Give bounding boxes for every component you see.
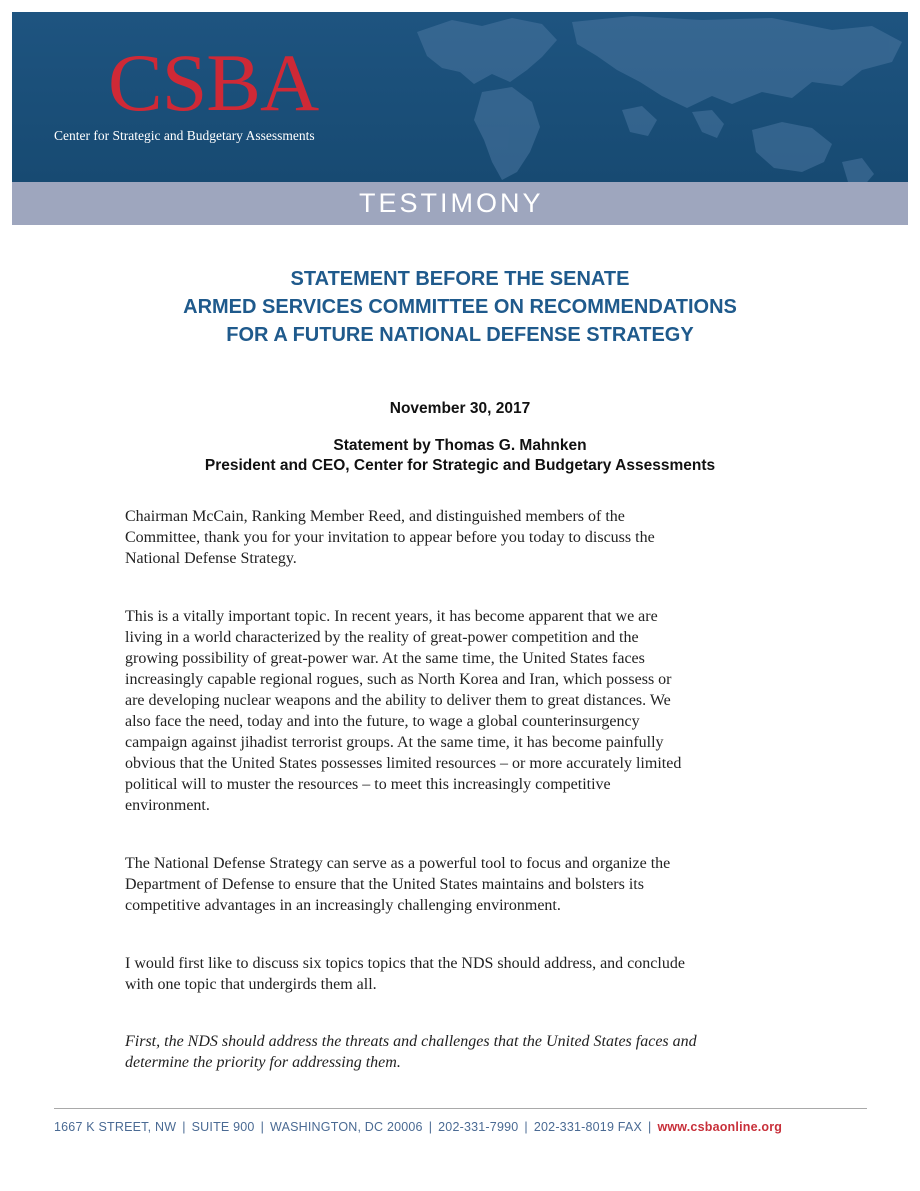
footer-suite: SUITE 900 [191, 1120, 255, 1134]
paragraph-line: Department of Defense to ensure that the United States maintains and bolsters its [125, 876, 644, 893]
footer-separator: | [428, 1120, 433, 1134]
footer-divider [54, 1108, 867, 1109]
footer-fax: 202-331-8019 FAX [533, 1120, 642, 1134]
org-name: Center for Strategic and Budgetary Assessments [54, 128, 315, 143]
paragraph-line: are developing nuclear weapons and the ability to deliver them to great distances. We [125, 692, 671, 709]
paragraph-line: This is a vitally important topic. In recent years, it has become apparent that we are [125, 608, 658, 625]
paragraph-line: growing possibility of great-power war. At the same time, the United States faces [125, 650, 645, 667]
footer-website-link[interactable]: www.csbaonline.org [657, 1120, 783, 1134]
statement-date: November 30, 2017 [389, 400, 531, 417]
paragraph-line: obvious that the United States possesses limited resources – or more accurately limited [125, 755, 682, 772]
csba-logo: CSBA [108, 37, 319, 128]
body-paragraph-2 [125, 606, 805, 816]
paragraph-line: campaign against jihadist terrorist groups. At the same time, it has become painfully [125, 734, 664, 751]
paragraph-line: environment. [125, 797, 210, 814]
paragraph-line: The National Defense Strategy can serve as a powerful tool to focus and organize the [125, 855, 671, 872]
footer-separator: | [260, 1120, 265, 1134]
paragraph-line: increasingly capable regional rogues, such as North Korea and Iran, which possess or [125, 671, 672, 688]
footer-address: 1667 K STREET, NW [54, 1120, 177, 1134]
footer-phone: 202-331-7990 [438, 1120, 519, 1134]
paragraph-line: determine the priority for addressing them. [125, 1054, 401, 1071]
byline-author: Statement by Thomas G. Mahnken [333, 437, 587, 454]
paragraph-line: I would first like to discuss six topics topics that the NDS should address, and conclude [125, 955, 685, 972]
document-type-label: TESTIMONY [359, 188, 544, 218]
paragraph-line: political will to muster the resources – to meet this increasingly competitive [125, 776, 611, 793]
paragraph-line: First, the NDS should address the threats and challenges that the United States faces and [125, 1033, 697, 1050]
document-title [60, 265, 860, 349]
body-paragraph-4 [125, 953, 805, 995]
paragraph-line: also face the need, today and into the future, to wage a global counterinsurgency [125, 713, 640, 730]
footer-separator: | [648, 1120, 652, 1134]
paragraph-line: National Defense Strategy. [125, 550, 297, 567]
body-paragraph-1 [125, 506, 805, 569]
title-line: STATEMENT BEFORE THE SENATE [290, 268, 630, 290]
paragraph-line: Committee, thank you for your invitation to appear before you today to discuss the [125, 529, 655, 546]
paragraph-line: with one topic that undergirds them all. [125, 976, 377, 993]
byline-title: President and CEO, Center for Strategic and Budgetary Assessments [204, 457, 716, 474]
header-banner [12, 12, 908, 225]
paragraph-line: living in a world characterized by the reality of great-power competition and the [125, 629, 639, 646]
byline [60, 436, 860, 476]
paragraph-line: Chairman McCain, Ranking Member Reed, and distinguished members of the [125, 508, 625, 525]
footer-separator: | [182, 1120, 186, 1134]
title-line: ARMED SERVICES COMMITTEE ON RECOMMENDATIONS [183, 296, 737, 318]
body-paragraph-3 [125, 853, 805, 916]
paragraph-line: competitive advantages in an increasingly challenging environment. [125, 897, 561, 914]
footer-city: WASHINGTON, DC 20006 [270, 1120, 423, 1134]
footer-separator: | [524, 1120, 528, 1134]
body-paragraph-5 [125, 1031, 805, 1073]
footer-contact [54, 1120, 867, 1134]
title-line: FOR A FUTURE NATIONAL DEFENSE STRATEGY [226, 324, 694, 346]
